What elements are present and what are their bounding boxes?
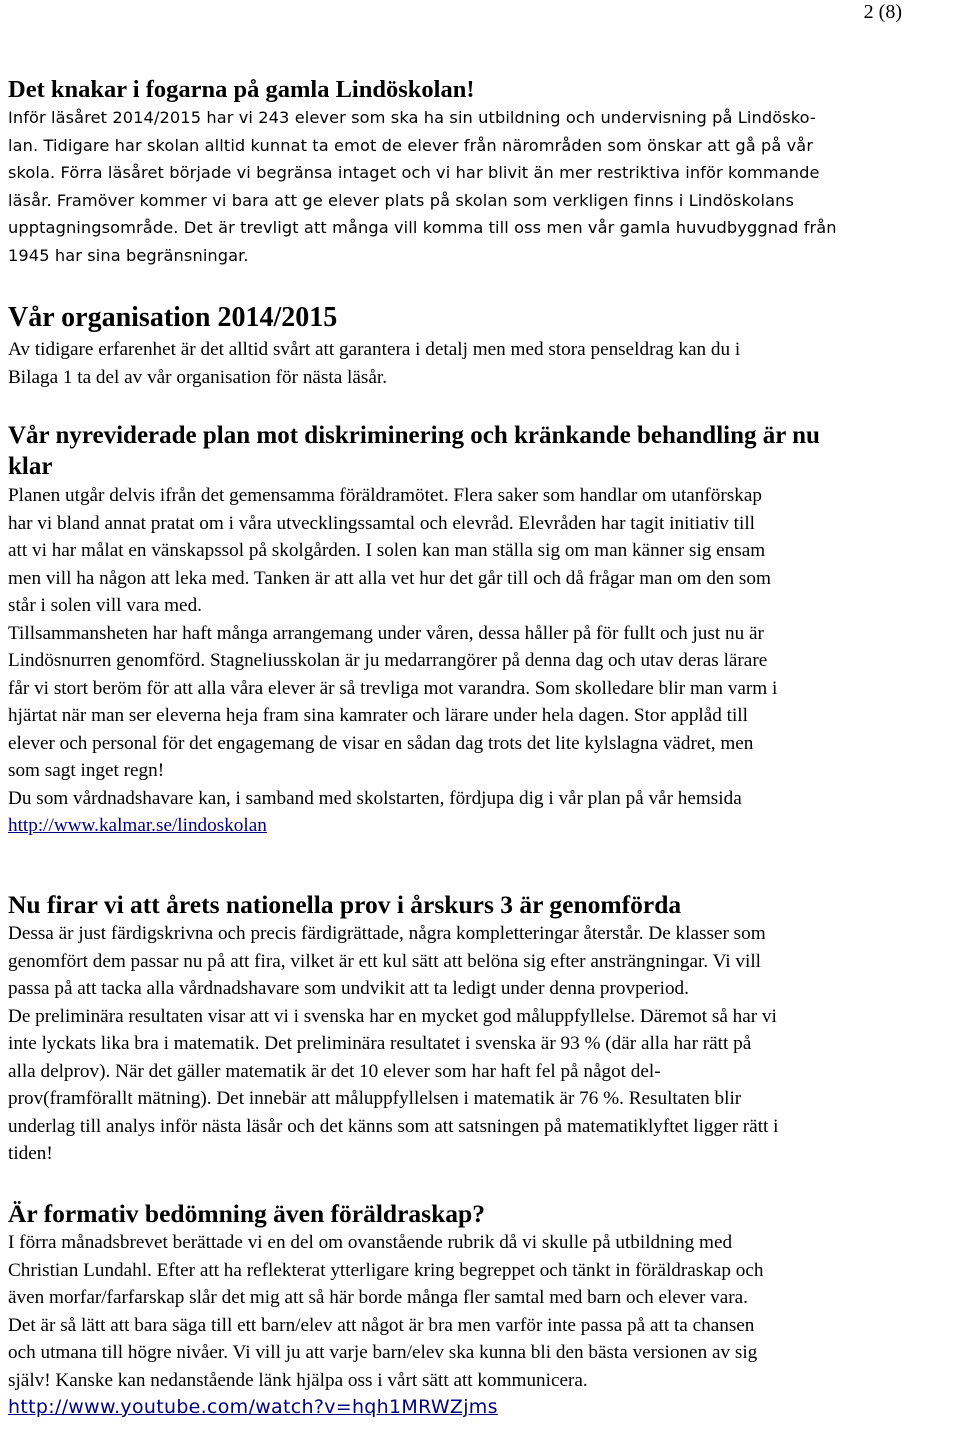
text-line: elever och personal för det engagemang de visar en sådan dag trots det lite kylslagna vädret, men xyxy=(8,732,754,754)
text-line: Tillsammansheten har haft många arrangemang under våren, dessa håller på för fullt och just nu är xyxy=(8,622,764,644)
text-line: I förra månadsbrevet berättade vi en del om ovanstående rubrik då vi skulle på utbildning med xyxy=(8,1232,733,1253)
section-plan xyxy=(8,420,958,840)
text-line: själv! Kanske kan nedanstående länk hjälpa oss i vårt sätt att kommunicera. xyxy=(8,1369,588,1391)
text-line: Du som vårdnadshavare kan, i samband med skolstarten, fördjupa dig i vår plan på vår hemsida xyxy=(8,787,742,809)
section-heading: Vår organisation 2014/2015 xyxy=(8,302,338,333)
text-line: har vi bland annat pratat om i våra utvecklingssamtal och elevråd. Elevråden har tagit initiativ till xyxy=(8,512,755,534)
text-line: alla delprov). När det gäller matematik är det 10 elever som har haft fel på något del- xyxy=(8,1060,661,1082)
section-body xyxy=(8,482,958,840)
section-heading: Är formativ bedömning även föräldraskap? xyxy=(8,1199,485,1228)
text-line: Det är så lätt att bara säga till ett barn/elev att något är bra men varför inte passa på att ta chansen xyxy=(8,1314,755,1336)
heading-line: klar xyxy=(8,453,53,480)
text-line: genomfört dem passar nu på att fira, vilket är ett kul sätt att belöna sig efter ansträngningar. Vi vill xyxy=(8,950,761,972)
text-line: men vill ha någon att leka med. Tanken är att alla vet hur det går till och då frågar man om den som xyxy=(8,567,771,589)
page-number: 2 (8) xyxy=(863,1,902,23)
text-line: passa på att tacka alla vårdnadshavare som undvikit att ta ledigt under denna provperiod. xyxy=(8,978,689,999)
section-heading xyxy=(8,420,958,482)
text-line: lan. Tidigare har skolan alltid kunnat ta emot de elever från närområden som önskar att gå på vår xyxy=(8,135,814,155)
text-line: att vi har målat en vänskapssol på skolgården. I solen kan man ställa sig om man känner sig ensam xyxy=(8,540,766,561)
text-line: Inför läsåret 2014/2015 har vi 243 elever som ska ha sin utbildning och undervisning på Lindösko- xyxy=(8,108,816,127)
text-line: Dessa är just färdigskrivna och precis färdigrättade, några kompletteringar återstår. De klasser som xyxy=(8,923,766,944)
text-line: står i solen vill vara med. xyxy=(8,595,202,616)
text-line: hjärtat när man ser eleverna heja fram sina kamrater och lärare under hela dagen. Stor applåd till xyxy=(8,705,748,726)
text-line: läsår. Framöver kommer vi bara att ge elever plats på skolan som verkligen finns i Lindöskolans xyxy=(8,190,794,210)
text-line: 1945 har sina begränsningar. xyxy=(8,245,249,265)
text-line: som sagt inget regn! xyxy=(8,760,165,781)
section-body xyxy=(8,104,958,269)
section-heading: Det knakar i fogarna på gamla Lindöskolan! xyxy=(8,76,475,103)
heading-line: Vår nyreviderade plan mot diskriminering och kränkande behandling är nu xyxy=(8,422,820,449)
section-organisation xyxy=(8,302,958,391)
text-line: även morfar/farfarskap slår det mig att så här borde många fler samtal med barn och elever vara. xyxy=(8,1287,748,1308)
section-lindoskolan xyxy=(8,76,958,269)
text-line: får vi stort beröm för att alla våra elever är så trevliga mot varandra. Som skolledare blir man varm i xyxy=(8,677,778,699)
text-line: upptagningsområde. Det är trevligt att många vill komma till oss men vår gamla huvudbyggnad från xyxy=(8,218,837,237)
text-line: Av tidigare erfarenhet är det alltid svårt att garantera i detalj men med stora penseldrag kan du i xyxy=(8,339,741,360)
text-line: och utmana till högre nivåer. Vi vill ju att varje barn/elev ska kunna bli den bästa versionen av sig xyxy=(8,1342,758,1363)
text-line: De preliminära resultaten visar att vi i svenska har en mycket god måluppfyllelse. Däremot så har vi xyxy=(8,1005,777,1027)
text-line: Christian Lundahl. Efter att ha reflekterat ytterligare kring begreppet och tänkt in föräldraskap och xyxy=(8,1259,764,1281)
text-line: underlag till analys inför nästa läsår och det känns som att satsningen på matematiklyftet ligger rätt i xyxy=(8,1115,779,1137)
text-line: prov(framförallt mätning). Det innebär att måluppfyllelsen i matematik är 76 %. Resultaten blir xyxy=(8,1088,742,1109)
text-line: inte lyckats lika bra i matematik. Det preliminära resultatet i svenska är 93 % (där alla har rätt på xyxy=(8,1033,752,1054)
section-heading: Nu firar vi att årets nationella prov i årskurs 3 är genomförda xyxy=(8,890,682,919)
text-line: Planen utgår delvis ifrån det gemensamma föräldramötet. Flera saker som handlar om utanförskap xyxy=(8,485,762,506)
text-line: skola. Förra läsåret började vi begränsa intaget och vi har blivit än mer restriktiva inför kommande xyxy=(8,163,820,182)
section-formative-assessment xyxy=(8,1199,958,1422)
kalmar-website-link[interactable]: http://www.kalmar.se/lindoskolan xyxy=(8,815,267,836)
youtube-video-link[interactable]: http://www.youtube.com/watch?v=hqh1MRWZjms xyxy=(8,1396,498,1418)
text-line: Lindösnurren genomförd. Stagneliusskolan är ju medarrangörer på denna dag och utav deras lärare xyxy=(8,650,768,671)
text-line: tiden! xyxy=(8,1143,53,1164)
section-body xyxy=(8,336,958,391)
text-line: Bilaga 1 ta del av vår organisation för nästa läsår. xyxy=(8,366,388,388)
section-national-tests xyxy=(8,890,958,1168)
section-body xyxy=(8,1229,958,1422)
section-body xyxy=(8,920,958,1168)
